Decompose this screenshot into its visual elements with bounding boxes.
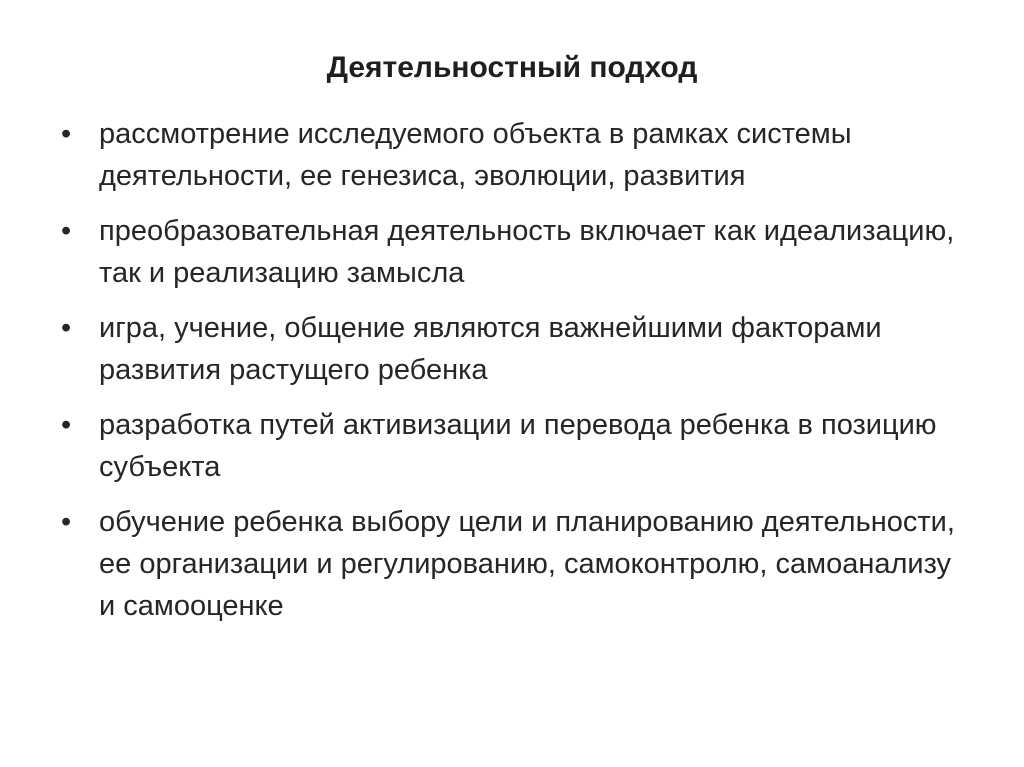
- bullet-text: рассмотрение исследуемого объекта в рамках системы деятельности, ее генезиса, эволюции, развития: [99, 118, 852, 192]
- list-item: [55, 307, 955, 391]
- list-item: [55, 404, 955, 488]
- bullet-icon: •: [61, 409, 72, 441]
- list-item: [55, 113, 955, 197]
- bullet-icon: •: [61, 312, 72, 344]
- bullet-text: игра, учение, общение являются важнейшими факторами развития растущего ребенка: [99, 312, 882, 386]
- bullet-text: разработка путей активизации и перевода ребенка в позицию субъекта: [99, 409, 937, 483]
- bullet-icon: •: [61, 118, 72, 150]
- bullet-icon: •: [61, 215, 72, 247]
- bullet-list: [55, 113, 955, 640]
- list-item: [55, 210, 955, 294]
- slide-title: Деятельностный подход: [326, 51, 698, 84]
- list-item: [55, 501, 955, 627]
- bullet-text: преобразовательная деятельность включает как идеализацию, так и реализацию замысла: [99, 215, 955, 289]
- bullet-text: обучение ребенка выбору цели и планированию деятельности, ее организации и регулированию, самоконтролю, самоанализу и самооценке: [99, 506, 955, 622]
- bullet-icon: •: [61, 506, 72, 538]
